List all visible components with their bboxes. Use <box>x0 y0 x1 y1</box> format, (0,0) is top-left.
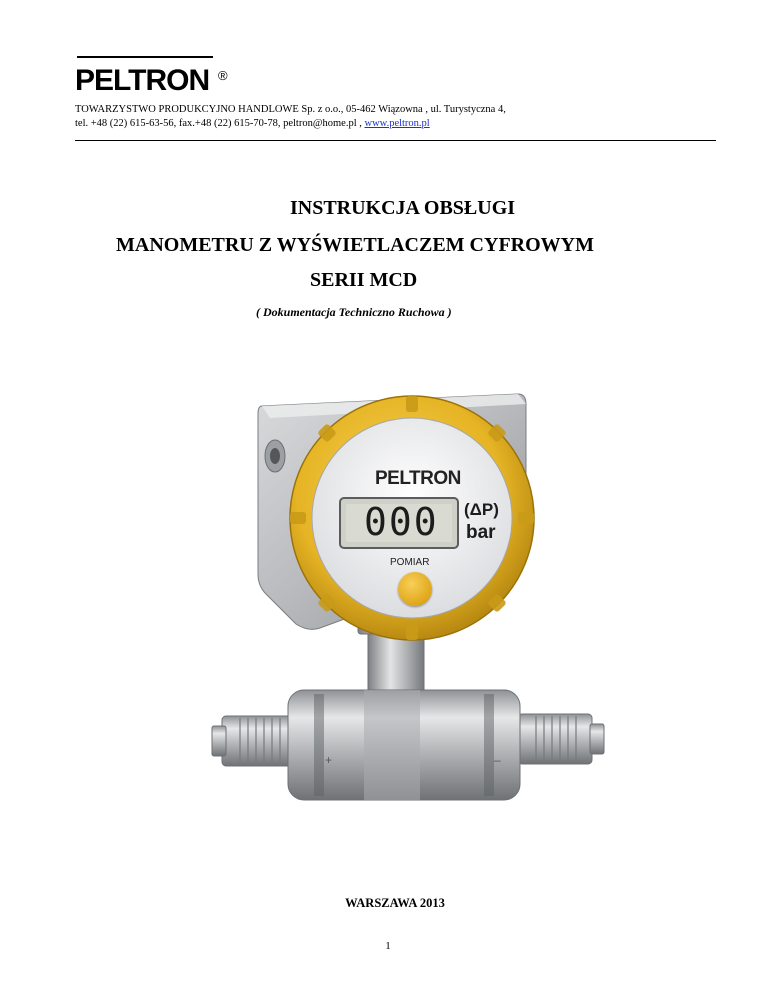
company-contact <box>75 118 430 129</box>
measure-button[interactable] <box>398 572 432 606</box>
measure-button-label: POMIAR <box>390 557 430 568</box>
peltron-logo-icon <box>75 56 215 92</box>
device-face-labels <box>200 388 620 818</box>
document-subtitle: ( Dokumentacja Techniczno Ruchowa ) <box>256 305 452 319</box>
title-line-2: MANOMETRU Z WYŚWIETLACZEM CYFROWYM <box>116 234 594 256</box>
company-logo <box>75 56 215 92</box>
page-number: 1 <box>385 940 391 952</box>
svg-text:–: – <box>494 753 501 767</box>
display-readout: 000 <box>364 500 439 544</box>
device-brand: PELTRON <box>375 468 461 489</box>
svg-text:PELTRON: PELTRON <box>75 64 210 92</box>
title-line-1: INSTRUKCJA OBSŁUGI <box>289 197 516 219</box>
website-link[interactable]: www.peltron.pl <box>364 118 430 129</box>
contact-text: tel. +48 (22) 615-63-56, fax.+48 (22) 615-70-78, peltron@home.pl , <box>75 118 365 129</box>
delta-p-symbol: (ΔP) <box>464 500 499 519</box>
registered-mark: ® <box>218 68 228 83</box>
pressure-gauge-illustration <box>200 388 620 818</box>
unit-label: bar <box>466 522 496 543</box>
city-year: WARSZAWA 2013 <box>345 896 445 910</box>
title-line-3: SERII MCD <box>310 269 418 291</box>
svg-text:+: + <box>325 753 333 767</box>
company-address: TOWARZYSTWO PRODUKCYJNO HANDLOWE Sp. z o.o., 05-462 Wiązowna , ul. Turystyczna 4, <box>75 104 506 115</box>
header-divider <box>75 140 716 141</box>
